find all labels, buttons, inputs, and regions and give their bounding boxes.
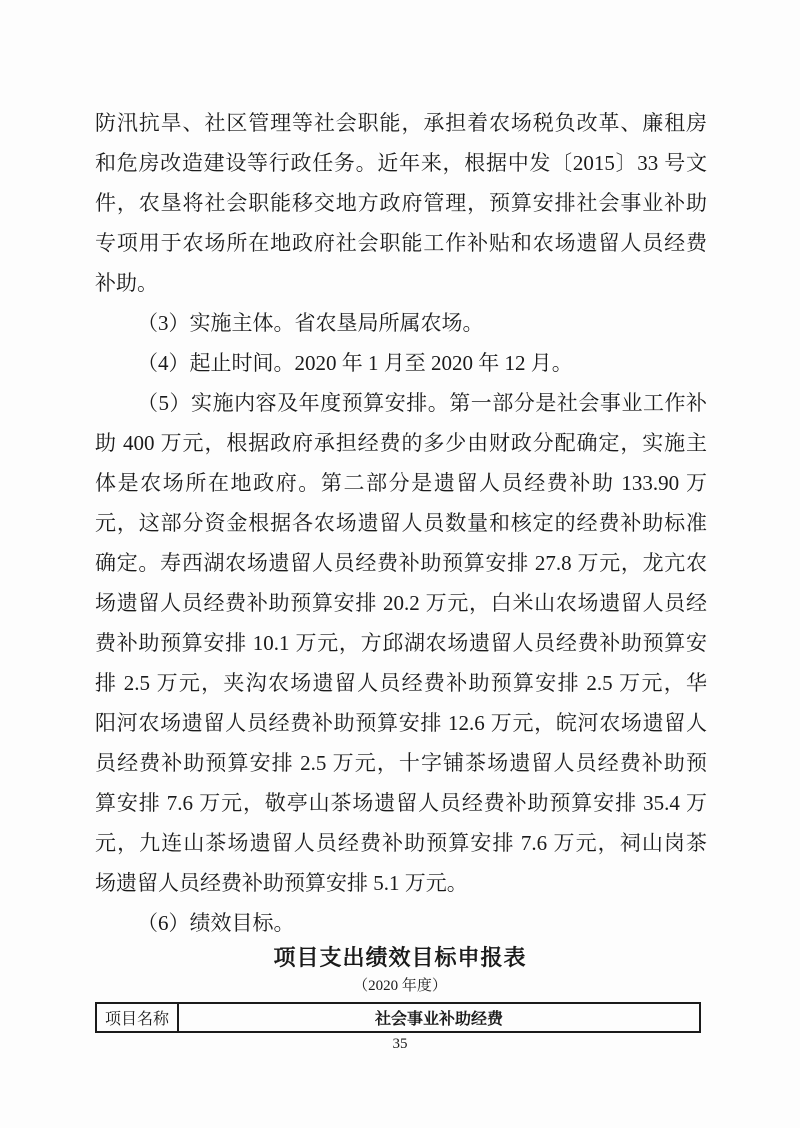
paragraph xyxy=(95,303,707,343)
text-line: 场遗留人员经费补助预算安排 5.1 万元。 xyxy=(95,871,468,895)
text-line: 元，这部分资金根据各农场遗留人员数量和核定的经费补助标准 xyxy=(95,511,707,535)
text-line: （5）实施内容及年度预算安排。第一部分是社会事业工作补 xyxy=(137,391,707,415)
table-value-cell: 社会事业补助经费 xyxy=(178,1003,700,1032)
table-title: 项目支出绩效目标申报表 xyxy=(273,945,527,970)
table-label-cell: 项目名称 xyxy=(96,1003,178,1032)
text-line: 排 2.5 万元，夹沟农场遗留人员经费补助预算安排 2.5 万元，华 xyxy=(95,671,707,695)
text-line: 和危房改造建设等行政任务。近年来，根据中发〔2015〕33 号文 xyxy=(95,151,707,175)
text-line: 确定。寿西湖农场遗留人员经费补助预算安排 27.8 万元，龙亢农 xyxy=(95,551,707,575)
paragraph xyxy=(95,903,707,943)
text-line: 体是农场所在地政府。第二部分是遗留人员经费补助 133.90 万 xyxy=(95,471,707,495)
text-line: 助 400 万元，根据政府承担经费的多少由财政分配确定，实施主 xyxy=(95,431,707,455)
table-subtitle: （2020 年度） xyxy=(353,978,447,994)
body-text xyxy=(95,103,707,943)
paragraph xyxy=(95,343,707,383)
text-line: （6）绩效目标。 xyxy=(137,911,295,935)
paragraph xyxy=(95,103,707,303)
text-line: 专项用于农场所在地政府社会职能工作补贴和农场遗留人员经费 xyxy=(95,231,707,255)
text-line: 算安排 7.6 万元，敬亭山茶场遗留人员经费补助预算安排 35.4 万 xyxy=(95,791,707,815)
page-number: 35 xyxy=(392,1036,408,1052)
paragraph xyxy=(95,383,707,903)
text-line: 防汛抗旱、社区管理等社会职能，承担着农场税负改革、廉租房 xyxy=(95,111,707,135)
text-line: 阳河农场遗留人员经费补助预算安排 12.6 万元，皖河农场遗留人 xyxy=(95,711,707,735)
text-line: 员经费补助预算安排 2.5 万元，十字铺茶场遗留人员经费补助预 xyxy=(95,751,707,775)
text-line: （4）起止时间。2020 年 1 月至 2020 年 12 月。 xyxy=(137,351,573,375)
text-line: 件，农垦将社会职能移交地方政府管理，预算安排社会事业补助 xyxy=(95,191,707,215)
text-line: 场遗留人员经费补助预算安排 20.2 万元，白米山农场遗留人员经 xyxy=(95,591,707,615)
text-line: （3）实施主体。省农垦局所属农场。 xyxy=(137,311,484,335)
table-row xyxy=(96,1003,700,1032)
project-table xyxy=(95,1002,701,1033)
text-line: 费补助预算安排 10.1 万元，方邱湖农场遗留人员经费补助预算安 xyxy=(95,631,707,655)
text-line: 元，九连山茶场遗留人员经费补助预算安排 7.6 万元，祠山岗茶 xyxy=(95,831,707,855)
text-line: 补助。 xyxy=(95,271,158,295)
